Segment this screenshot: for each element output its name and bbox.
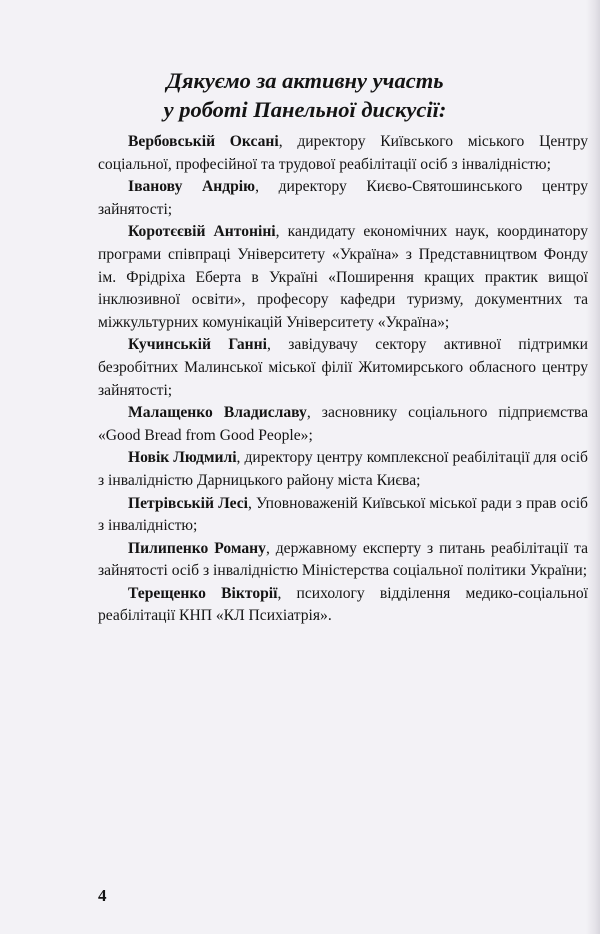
person-name: Коротєєвій Антоніні xyxy=(128,223,276,241)
person-name: Пилипенко Роману xyxy=(128,539,266,557)
person-name: Терещенко Вікторії xyxy=(128,584,278,602)
list-item xyxy=(98,493,588,538)
person-role: , засновнику соціального підприємства «Good Bread from Good People»; xyxy=(98,404,588,444)
person-role: , директору центру комплексної реабілітації для осіб з інвалідністю Дарницького району міста Києва; xyxy=(98,449,588,489)
list-item xyxy=(98,447,588,492)
person-role: , директору Києво-Святошинського центру зайнятості; xyxy=(98,178,588,218)
person-name: Новік Людмилі xyxy=(128,449,237,467)
list-item xyxy=(98,538,588,583)
person-role: , завідувачу сектору активної підтримки безробітних Малинської міської філії Житомирського обласного центру зайнятості; xyxy=(98,336,588,399)
person-role: , директору Київського міського Центру соціальної, професійної та трудової реабілітації осіб з інвалідністю; xyxy=(98,133,588,173)
heading-line-1: Дякуємо за активну участь xyxy=(166,68,444,93)
person-role: , психологу відділення медико-соціальної реабілітації КНП «КЛ Психіатрія». xyxy=(98,584,588,625)
person-name: Петрівській Лесі xyxy=(128,494,248,512)
list-item xyxy=(98,402,588,447)
person-name: Кучинській Ганні xyxy=(128,336,267,354)
heading-line-2: у роботі Панельної дискусії: xyxy=(163,97,447,122)
acknowledgement-heading xyxy=(0,66,600,124)
person-name: Малащенко Владиславу xyxy=(128,404,307,422)
person-role: , кандидату економічних наук, координатору програми співпраці Університету «Україна» з Представництвом Фонду ім. Фрідріха Еберта в Україні «Поширення кращих практик вищої інклюзивної освіти», професору кафедри туризму, документних та міжкультурних комунікацій Університету «Україна»; xyxy=(98,223,589,331)
list-item xyxy=(98,221,588,334)
person-role: , державному експерту з питань реабілітації та зайнятості осіб з інвалідністю Міністерства соціальної політики України; xyxy=(98,539,588,580)
acknowledgement-list xyxy=(98,131,588,628)
list-item xyxy=(98,131,588,176)
list-item xyxy=(98,334,588,402)
person-name: Вербовській Оксані xyxy=(128,133,279,150)
page-edge-shadow xyxy=(586,0,600,934)
person-name: Іванову Андрію xyxy=(128,178,256,196)
person-role: , Уповноваженій Київської міської ради з прав осіб з інвалідністю; xyxy=(98,494,588,535)
page-number: 4 xyxy=(98,886,107,905)
list-item xyxy=(98,176,588,221)
list-item xyxy=(98,583,588,628)
